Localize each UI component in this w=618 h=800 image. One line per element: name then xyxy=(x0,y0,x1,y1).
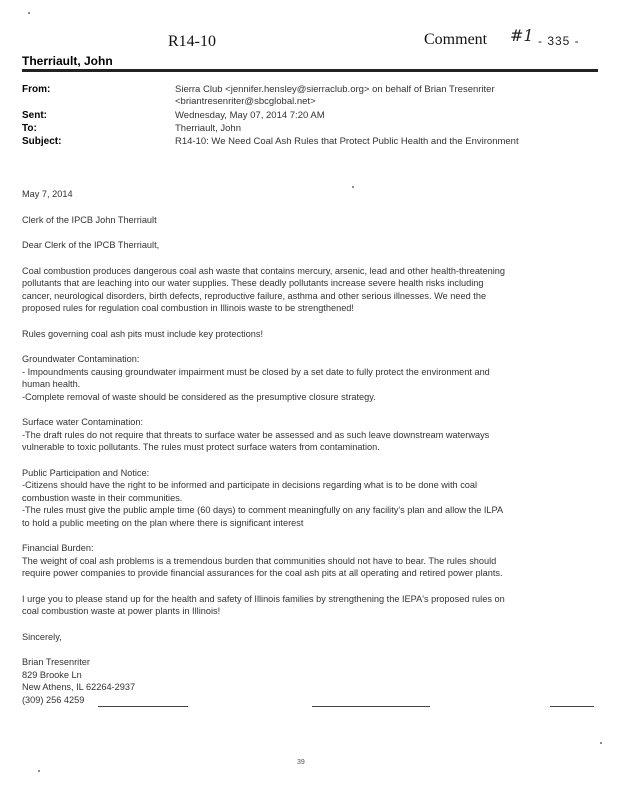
mailbox-owner-name: Therriault, John xyxy=(22,54,113,68)
paragraph-line: -Complete removal of waste should be considered as the presumptive closure strategy. xyxy=(22,391,376,402)
letter-body xyxy=(22,188,600,719)
paragraph-line: require power companies to provide financial assurances for the coal ash pits at all operating and retired power plants. xyxy=(22,568,503,578)
paragraph-line: The weight of coal ash problems is a tremendous burden that communities should not have to bear. The rules should xyxy=(22,555,497,566)
from-value xyxy=(175,84,595,108)
paragraph-line: - Impoundments causing groundwater impairment must be closed by a set date to fully protect the environment and xyxy=(22,366,490,377)
paragraph-line: Coal combustion produces dangerous coal ash waste that contains mercury, arsenic, lead and other health-threatening xyxy=(22,265,505,276)
to-label: To: xyxy=(22,123,37,134)
section-heading: Groundwater Contamination: xyxy=(22,354,140,364)
page-number: 39 xyxy=(297,759,305,766)
paragraph-line: cancer, neurological disorders, birth defects, reproductive failure, asthma and other serious illnesses. We need the xyxy=(22,290,487,301)
section-heading: Financial Burden: xyxy=(22,543,94,553)
subject-label: Subject: xyxy=(22,136,62,147)
signoff: Sincerely, xyxy=(22,631,62,642)
section-heading: Public Participation and Notice: xyxy=(22,467,150,478)
scan-speck xyxy=(352,186,354,188)
section-heading: Surface water Contamination: xyxy=(22,417,144,427)
paragraph-line: to hold a public meeting on the plan where there is significant interest xyxy=(22,517,304,528)
paragraph-line: -The draft rules do not require that threats to surface water be assessed and as such leave downstream waterways xyxy=(22,429,490,440)
to-value: Therriault, John xyxy=(175,123,242,134)
intro-paragraph xyxy=(22,265,600,315)
signature-phone: (309) 256 4259 xyxy=(22,694,85,705)
scan-mark-line xyxy=(312,706,430,707)
letter-salutation: Dear Clerk of the IPCB Therriault, xyxy=(22,240,160,250)
signature-city: New Athens, IL 62264-2937 xyxy=(22,682,136,692)
scan-speck xyxy=(28,12,30,14)
from-value-line: Sierra Club <jennifer.hensley@sierraclub.org> on behalf of Brian Tresenriter xyxy=(175,84,495,95)
rules-intro: Rules governing coal ash pits must include key protections! xyxy=(22,328,264,339)
docket-number: R14-10 xyxy=(168,33,216,50)
signature-underline xyxy=(98,706,188,707)
paragraph-line: pollutants that are leaching into our water supplies. These deadly pollutants increase severe health risks including xyxy=(22,278,484,288)
handwritten-comment-number: #1 xyxy=(510,26,534,45)
paragraph-line: -Citizens should have the right to be informed and participate in decisions regarding what is to be done with coal xyxy=(22,480,478,490)
paragraph-line: combustion waste in their communities. xyxy=(22,492,183,503)
sent-value: Wednesday, May 07, 2014 7:20 AM xyxy=(175,110,325,121)
scan-speck xyxy=(38,770,40,772)
letter-date: May 7, 2014 xyxy=(22,189,73,199)
scan-speck xyxy=(600,742,602,744)
surface-water-section xyxy=(22,416,600,454)
subject-value: R14-10: We Need Coal Ash Rules that Protect Public Health and the Environment xyxy=(175,136,519,147)
paragraph-line: coal combustion waste at power plants in Illinois! xyxy=(22,606,221,616)
comment-stamp-label: Comment xyxy=(424,31,488,48)
header-divider xyxy=(22,69,598,72)
public-participation-section xyxy=(22,467,600,530)
paragraph-line: -The rules must give the public ample time (60 days) to comment meaningfully on any facility's plan and allow the ILPA xyxy=(22,505,504,515)
financial-burden-section xyxy=(22,542,600,580)
paragraph-line: human health. xyxy=(22,379,81,389)
paragraph-line: proposed rules for regulation coal combustion in Illinois waste to be strengthened! xyxy=(22,303,354,313)
signature-name: Brian Tresenriter xyxy=(22,657,90,667)
paragraph-line: vulnerable to toxic pollutants. The rules must protect surface waters from contamination. xyxy=(22,442,380,452)
groundwater-section xyxy=(22,353,600,403)
signature-block xyxy=(22,656,600,706)
sent-label: Sent: xyxy=(22,110,47,121)
scan-mark-line xyxy=(550,706,594,707)
closing-paragraph xyxy=(22,593,600,618)
letter-recipient: Clerk of the IPCB John Therriault xyxy=(22,214,157,225)
from-label: From: xyxy=(22,84,51,95)
signature-address: 829 Brooke Ln xyxy=(22,669,82,680)
page-count-stamp: - 335 - xyxy=(538,34,580,48)
from-value-line: <briantresenriter@sbcglobal.net> xyxy=(175,96,316,107)
paragraph-line: I urge you to please stand up for the health and safety of Illinois families by strengthening the IEPA's proposed rules on xyxy=(22,593,505,604)
